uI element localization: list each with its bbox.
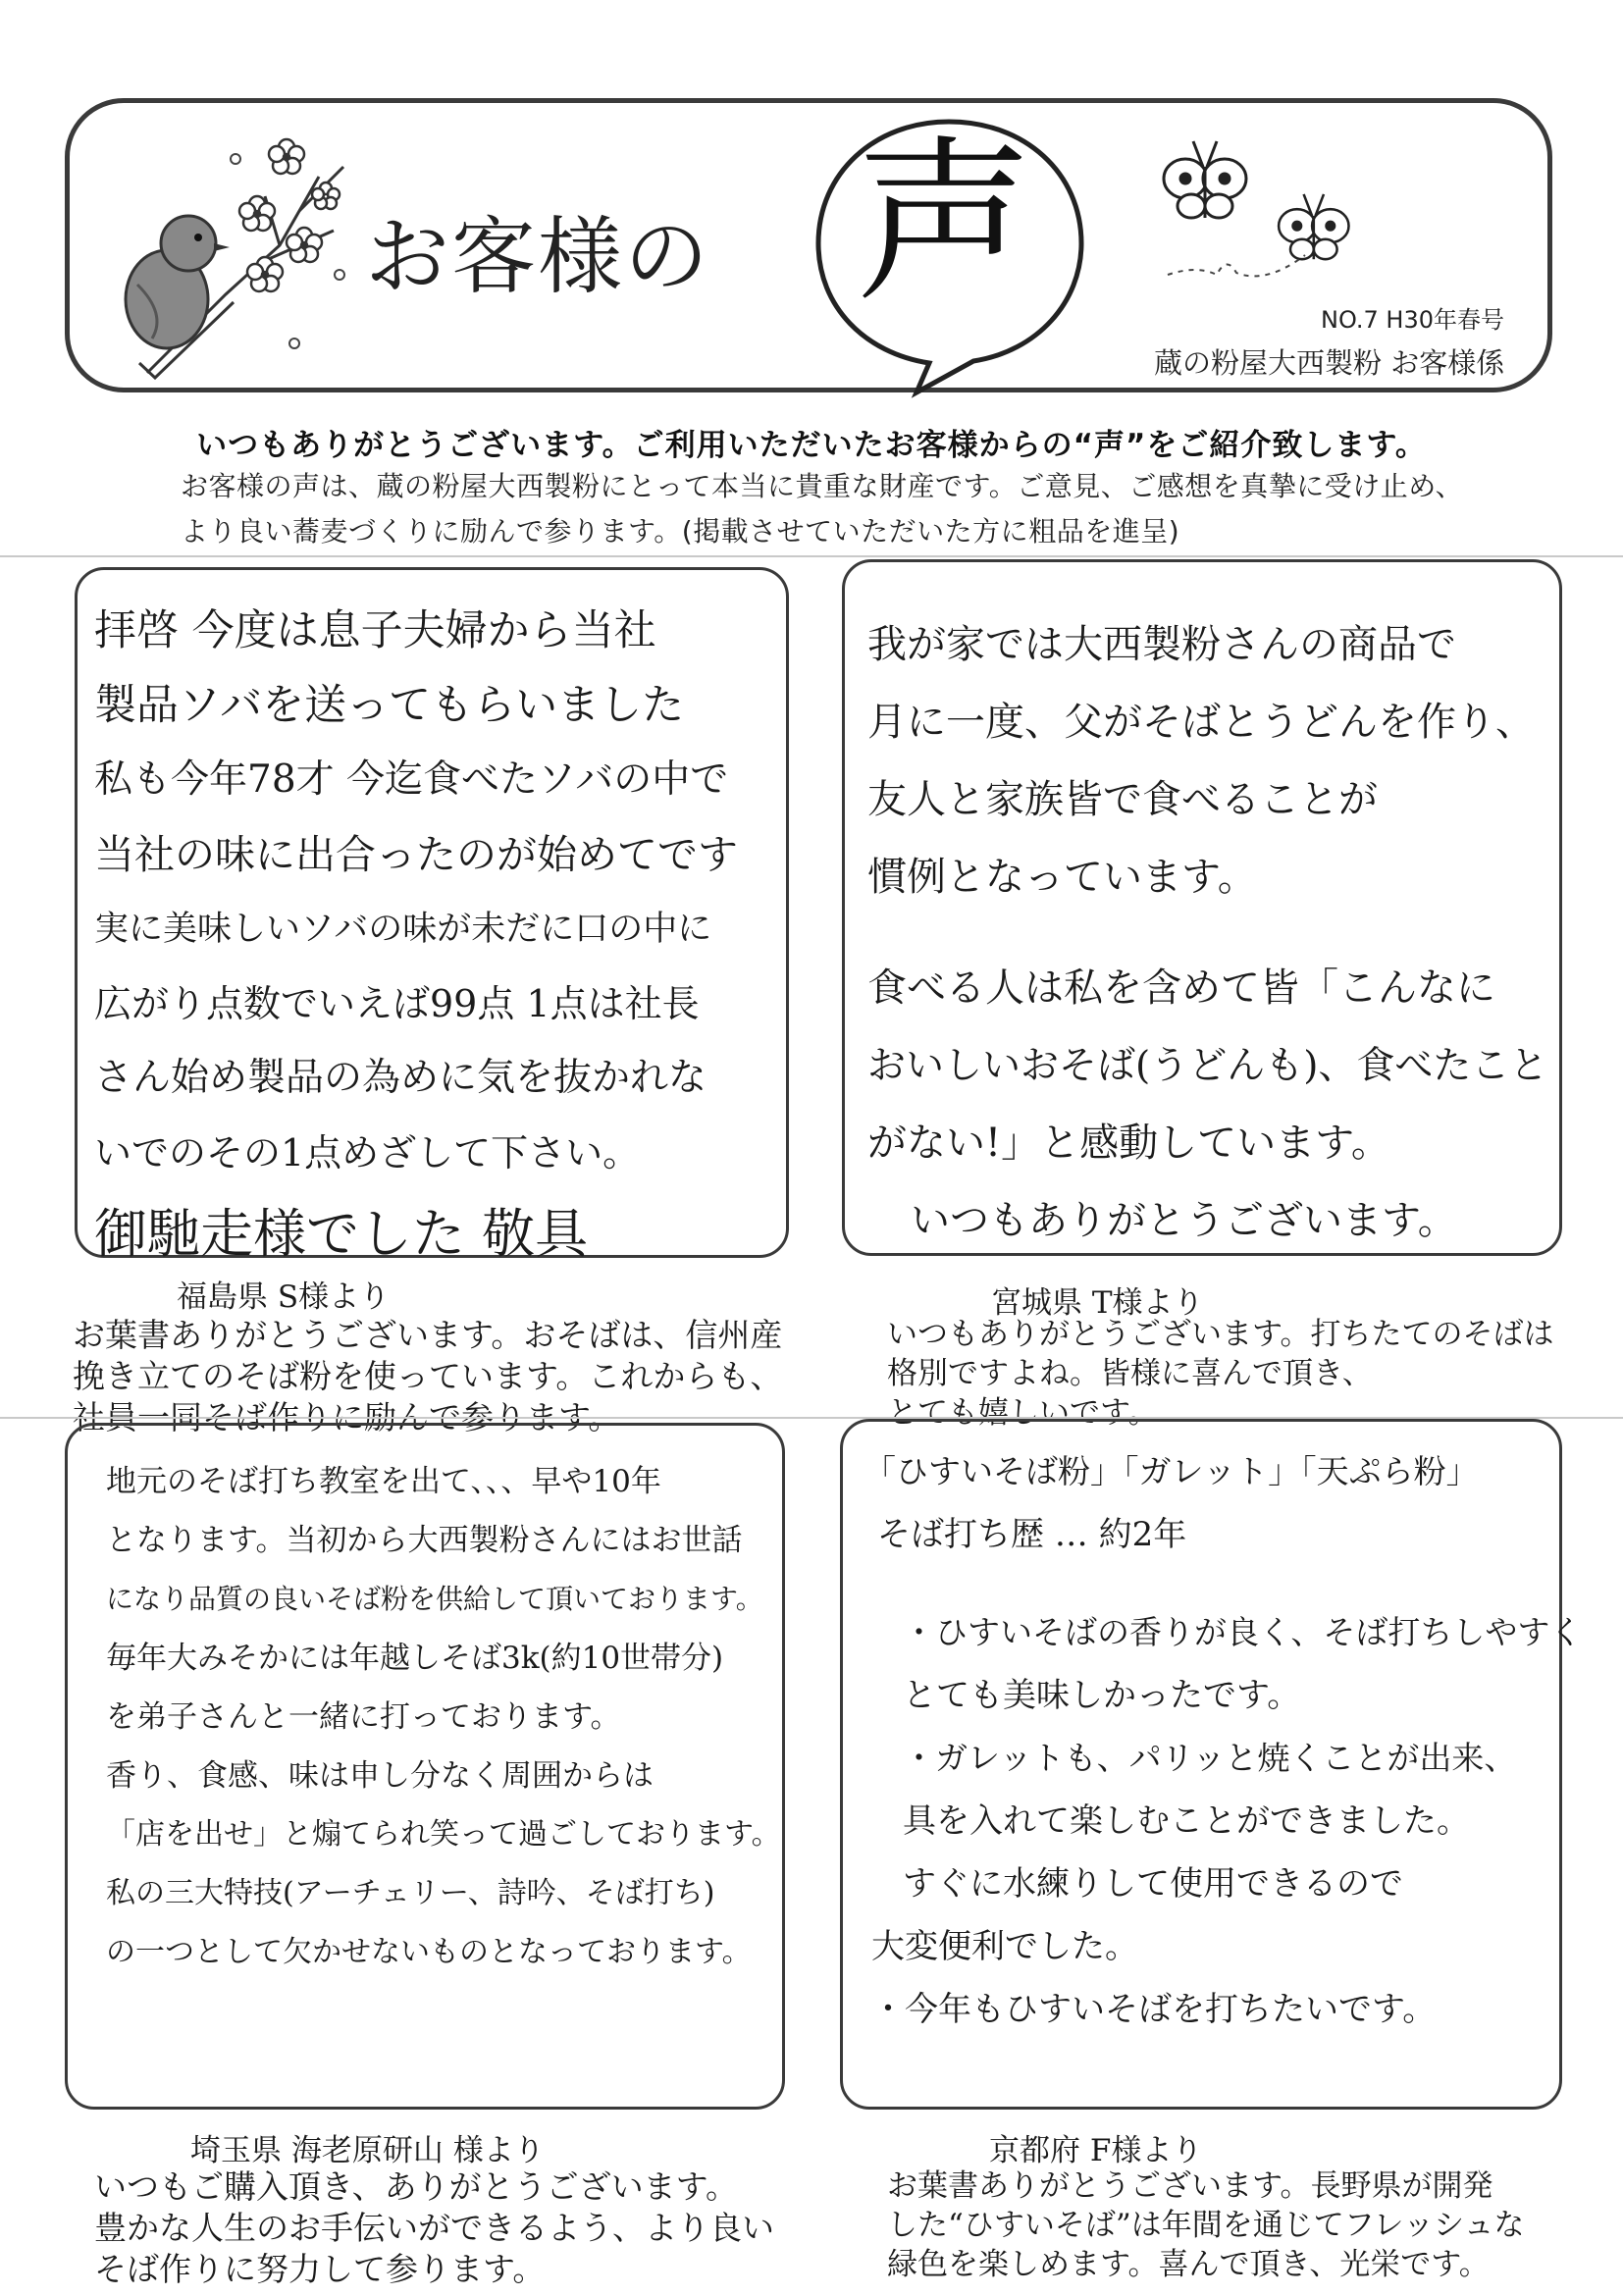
bird-plum-blossom-illustration [108,128,353,383]
intro-text-line: より良い蕎麦づくりに励んで参ります。(掲載させていただいた方に粗品を進呈) [181,515,1180,548]
butterfly-icon [1279,194,1348,259]
staff-reply: お葉書ありがとうございます。長野県が開発 した“ひすいそば”は年間を通じてフレッシュな 緑色を楽しめます。喜んで頂き、光栄です。 [887,2168,1525,2282]
staff-reply: いつもありがとうございます。打ちたてのそばは 格別ですよね。皆様に喜んで頂き、 とても嬉しいです。 [887,1317,1554,1431]
sender-label: 福島県 S様より [177,1279,391,1315]
letter-text: 「ひすいそば粉」「ガレット」「天ぷら粉」 そば打ち歴 … 約2年 ・ひすいそばの香りが良く、そば打ちしやすく とても美味しかったです。 ・ガレットも、パリッと焼くことが出来、 具を入れて楽しむことができました。 すぐに水練りして使用できるので 大変便利でした。 ・今年もひすいそばを打ちたいです。 [864,1452,1583,2029]
divider [0,555,1623,557]
title-voice-character: 声 [855,121,1032,326]
sender-label: 京都府 F様より [989,2133,1203,2168]
letter-text: 拝啓 今度は息子夫婦から当社 製品ソバを送ってもらいました 私も今年78才 今迄食べたソバの中で 当社の味に出合ったのが始めてです 実に美味しいソバの味が未だに口の中に 広がり点数でいえば99点 1点は社長 さん始め製品の為めに気を抜かれな いでのその1点めざして下さい。 御馳走様でした 敬具 [94,606,738,1265]
sender-label: 宮城県 T様より [991,1285,1204,1321]
plum-blossom-icon [239,139,340,291]
newsletter-title: お客様の [365,208,710,306]
letter-text: 我が家では大西製粉さんの商品で 月に一度、父がそばとうどんを作り、 友人と家族皆で食べることが 慣例となっています。 食べる人は私を含めて皆「こんなに おいしいおそば(うどんも)、食べたこと がない!」と感動しています。 いつもありがとうございます。 [867,622,1548,1243]
staff-reply: いつもご購入頂き、ありがとうございます。 豊かな人生のお手伝いができるよう、より良い そば作りに努力して参ります。 [94,2167,774,2288]
bird-icon [126,216,230,348]
intro-text-line: お客様の声は、蔵の粉屋大西製粉にとって本当に貴重な財産です。ご意見、ご感想を真摯に受け止め、 [181,470,1464,502]
intro-headline: いつもありがとうございます。ご利用いただいたお客様からの“声”をご紹介致します。 [196,428,1427,463]
staff-reply: お葉書ありがとうございます。おそばは、信州産 挽き立てのそば粉を使っています。これからも、 社員一同そば作りに励んで参ります。 [73,1316,783,1436]
butterfly-icon [1164,141,1246,218]
letter-text: 地元のそば打ち教室を出て、、、早や10年 となります。当初から大西製粉さんにはお世話 になり品質の良いそば粉を供給して頂いております。 毎年大みそかには年越しそば3k(約10世帯分) を弟子さんと一緒に打っております。 香り、食感、味は申し分なく周囲からは 「店を出せ」と煽てられ笑って過ごしております。 私の三大特技(アーチェリー、詩吟、そば打ち) の一つとして欠かせないものとなっております。 [106,1464,781,1969]
butterflies-illustration [1158,128,1364,294]
sender-label: 埼玉県 海老原研山 様より [190,2133,545,2168]
issue-number: NO.7 H30年春号 [1321,306,1504,334]
company-name: 蔵の粉屋大西製粉 お客様係 [1154,346,1505,380]
